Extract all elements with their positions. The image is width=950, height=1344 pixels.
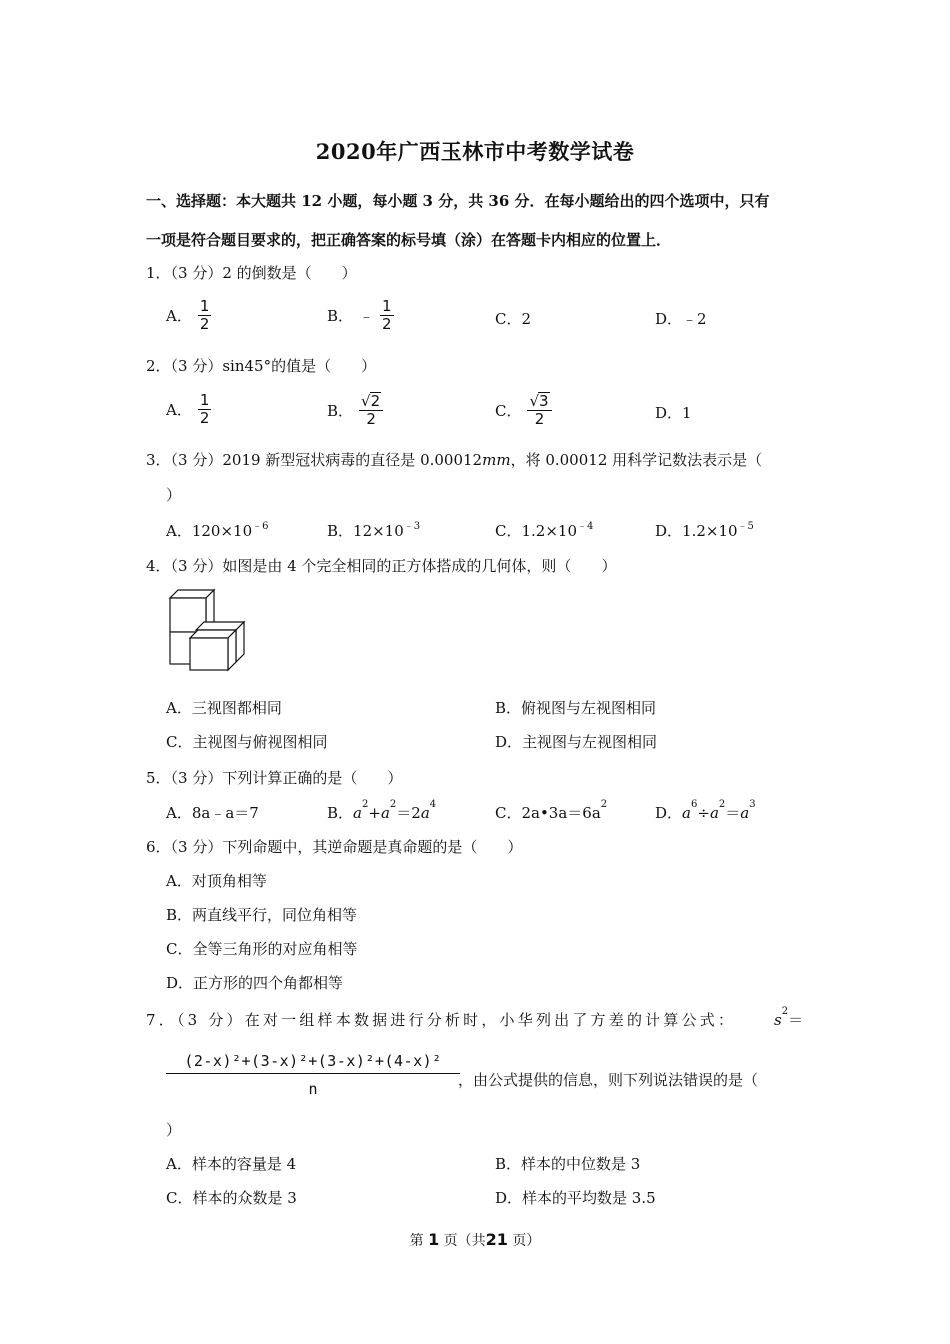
page-number: 1 (428, 1230, 440, 1249)
question-7-stem-post: ，由公式提供的信息，则下列说法错误的是（ (458, 1071, 759, 1089)
q7-option-a: A．样本的容量是 4 (166, 1155, 297, 1173)
q6-option-d: D．正方形的四个角都相等 (166, 974, 344, 992)
q6-option-b: B．两直线平行，同位角相等 (166, 906, 358, 924)
q7-option-d: D．样本的平均数是 3.5 (495, 1189, 656, 1207)
q3-option-c: C．$1.2\times 10^{﹣4}$ (495, 521, 594, 540)
q5-option-a: A．8a﹣a＝7 (166, 804, 259, 822)
question-7-stem-cont: ） (166, 1121, 182, 1139)
question-2-stem: 2．（3 分）sin45°的值是（ ） (146, 357, 377, 375)
q6-option-c: C．全等三角形的对应角相等 (166, 940, 358, 958)
question-5-stem: 5．（3 分）下列计算正确的是（ ） (146, 769, 403, 787)
cube-side (236, 622, 244, 662)
question-3-stem-cont: ） (166, 486, 182, 504)
q3-option-b: B．$12\times 10^{﹣3}$ (327, 521, 421, 540)
q2-option-d: D．1 (655, 404, 692, 422)
fraction: $\frac{1}{2}$ (199, 391, 210, 427)
q1-option-a: A． $\frac{1}{2}$ (166, 297, 210, 333)
variance-denominator: n (308, 1080, 318, 1098)
q6-option-a: A．对顶角相等 (166, 872, 267, 890)
page-title: 2020年广西玉林市中考数学试卷 (315, 139, 635, 164)
cube-front (190, 638, 228, 670)
q1-option-b: B． ﹣ $\frac{1}{2}$ (327, 297, 392, 333)
section-instructions-line2: 一项是符合题目要求的，把正确答案的标号填（涂）在答题卡内相应的位置上． (146, 231, 672, 249)
q4-option-a: A．三视图都相同 (166, 699, 282, 717)
q4-option-c: C．主视图与俯视图相同 (166, 733, 328, 751)
variance-formula (166, 1052, 460, 1098)
q7-option-b: B．样本的中位数是 3 (495, 1155, 641, 1173)
page-footer: 第 1 页（共21 页） (409, 1230, 541, 1249)
q1-option-c: C．2 (495, 310, 532, 328)
fraction: $\frac{1}{2}$ (382, 297, 392, 333)
question-7-stem: 7．（3 分）在对一组样本数据进行分析时，小华列出了方差的计算公式： (146, 1011, 737, 1029)
q4-option-b: B．俯视图与左视图相同 (495, 699, 657, 717)
cube-figure (166, 586, 250, 672)
question-4-stem: 4．（3 分）如图是由 4 个完全相同的正方体搭成的几何体，则（ ） (146, 557, 617, 575)
variance-numerator: (2-x)²+(3-x)²+(3-x)²+(4-x)² (166, 1052, 460, 1074)
cube-side (228, 630, 236, 670)
section-instructions-line1: 一、选择题：本大题共 12 小题，每小题 3 分，共 36 分．在每小题给出的四个选项中，只有 (146, 192, 770, 210)
q1-option-d: D．﹣2 (655, 310, 707, 328)
q7-option-c: C．样本的众数是 3 (166, 1189, 297, 1207)
question-6-stem: 6．（3 分）下列命题中，其逆命题是真命题的是（ ） (146, 838, 523, 856)
question-1-stem: 1．（3 分）2 的倒数是（ ） (146, 264, 357, 282)
q3-option-a: A．$120\times 10^{﹣6}$ (166, 521, 269, 540)
q2-option-a: A． $\frac{1}{2}$ (166, 391, 210, 427)
q5-option-b: B．$a^2+a^2=2a^4$ (327, 799, 437, 822)
fraction: $\frac{√2}{2}$ (359, 392, 383, 428)
q7-formula-lhs: $s^2=$ (774, 1006, 804, 1029)
fraction: $\frac{√3}{2}$ (527, 392, 551, 428)
q4-option-d: D．主视图与左视图相同 (495, 733, 658, 751)
q5-option-c: C．$2a•3a=6a^2$ (495, 799, 608, 822)
question-3-stem: 3．（3 分）2019 新型冠状病毒的直径是 0.00012mm，将 0.00012 用科学记数法表示是（ (146, 451, 763, 469)
q2-option-b: B． $\frac{√2}{2}$ (327, 392, 383, 428)
fraction: $\frac{1}{2}$ (199, 297, 210, 333)
q3-option-d: D．$1.2\times 10^{﹣5}$ (655, 521, 754, 540)
q2-option-c: C． $\frac{√3}{2}$ (495, 392, 552, 428)
q5-option-d: D．$a^6\div a^2=a^3$ (655, 799, 756, 822)
page-total: 21 (485, 1230, 508, 1249)
